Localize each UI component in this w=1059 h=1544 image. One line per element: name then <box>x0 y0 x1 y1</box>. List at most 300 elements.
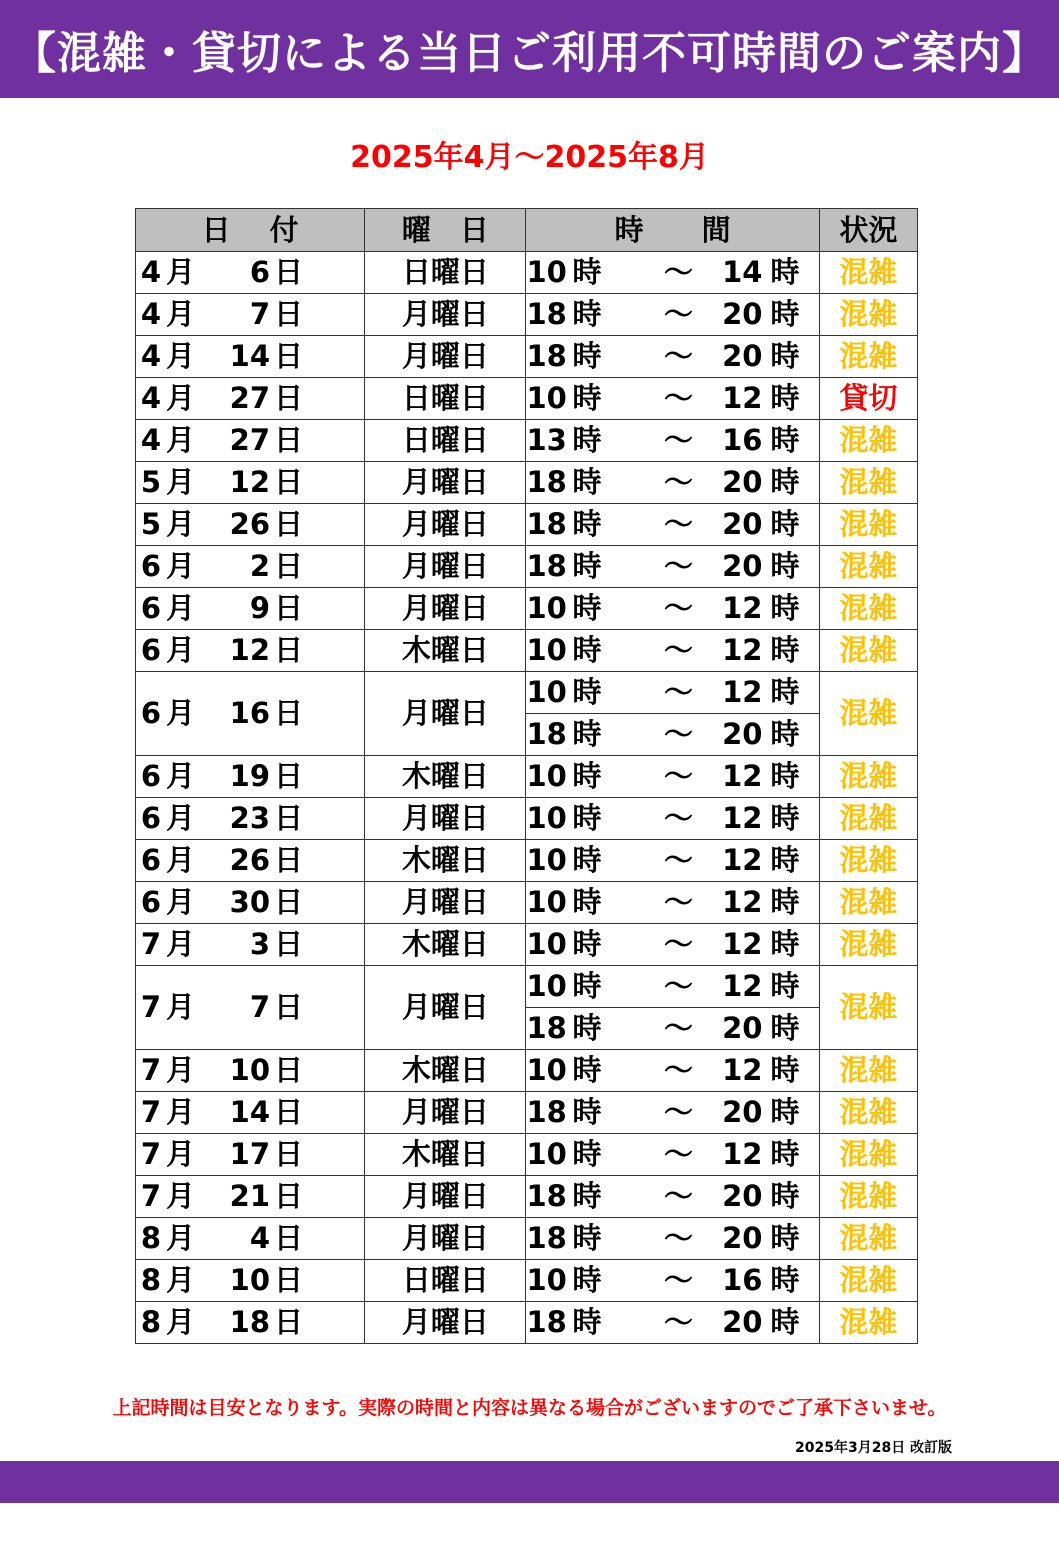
month: 4 <box>140 381 162 415</box>
status-cell: 混雑 <box>819 1092 917 1134</box>
status-cell: 混雑 <box>819 630 917 672</box>
month: 8 <box>140 1263 162 1297</box>
range-separator: ～ <box>663 717 693 751</box>
end-hour-unit: 時 <box>770 1095 800 1129</box>
day-unit: 日 <box>274 1263 304 1297</box>
time-cell <box>526 672 819 714</box>
end-hour: 20 <box>722 1221 763 1255</box>
end-hour: 20 <box>722 1095 763 1129</box>
date-cell <box>136 1218 365 1260</box>
status-cell: 混雑 <box>819 1218 917 1260</box>
end-hour-unit: 時 <box>770 507 800 541</box>
start-hour: 18 <box>526 339 567 373</box>
weekday-cell: 月曜日 <box>365 294 526 336</box>
start-hour: 10 <box>526 381 567 415</box>
weekday-cell: 日曜日 <box>365 378 526 420</box>
weekday-cell: 月曜日 <box>365 672 526 756</box>
table-row <box>136 1050 918 1092</box>
day-unit: 日 <box>274 465 304 499</box>
month-unit: 月 <box>166 843 196 877</box>
end-hour: 20 <box>722 465 763 499</box>
day-unit: 日 <box>274 1095 304 1129</box>
weekday-cell: 月曜日 <box>365 966 526 1050</box>
month-unit: 月 <box>166 885 196 919</box>
month: 6 <box>140 759 162 793</box>
status-cell: 混雑 <box>819 966 917 1050</box>
status-cell: 混雑 <box>819 546 917 588</box>
time-cell <box>526 462 819 504</box>
end-hour-unit: 時 <box>770 1053 800 1087</box>
weekday-cell: 木曜日 <box>365 1134 526 1176</box>
date-cell <box>136 756 365 798</box>
table-row <box>136 336 918 378</box>
start-hour-unit: 時 <box>572 297 602 331</box>
day: 4 <box>249 1221 270 1255</box>
table-row <box>136 504 918 546</box>
start-hour-unit: 時 <box>572 675 602 709</box>
end-hour-unit: 時 <box>770 675 800 709</box>
end-hour-unit: 時 <box>770 297 800 331</box>
date-cell <box>136 1134 365 1176</box>
month: 4 <box>140 423 162 457</box>
time-cell <box>526 546 819 588</box>
day: 12 <box>229 633 270 667</box>
day: 18 <box>229 1305 270 1339</box>
status-cell: 混雑 <box>819 420 917 462</box>
table-row <box>136 294 918 336</box>
status-cell: 混雑 <box>819 882 917 924</box>
weekday-cell: 月曜日 <box>365 798 526 840</box>
day: 23 <box>229 801 270 835</box>
month-unit: 月 <box>166 591 196 625</box>
day: 26 <box>229 507 270 541</box>
end-hour: 12 <box>722 675 763 709</box>
date-cell <box>136 378 365 420</box>
start-hour: 10 <box>526 1263 567 1297</box>
start-hour: 10 <box>526 885 567 919</box>
table-row <box>136 882 918 924</box>
weekday-cell: 月曜日 <box>365 1218 526 1260</box>
weekday-cell: 月曜日 <box>365 504 526 546</box>
day-unit: 日 <box>274 1053 304 1087</box>
table-row <box>136 924 918 966</box>
weekday-cell: 月曜日 <box>365 462 526 504</box>
start-hour-unit: 時 <box>572 1221 602 1255</box>
month-unit: 月 <box>166 759 196 793</box>
month: 4 <box>140 339 162 373</box>
month-unit: 月 <box>166 507 196 541</box>
weekday-cell: 木曜日 <box>365 840 526 882</box>
day-unit: 日 <box>274 1221 304 1255</box>
time-cell <box>526 294 819 336</box>
start-hour: 13 <box>526 423 567 457</box>
time-cell <box>526 378 819 420</box>
start-hour-unit: 時 <box>572 381 602 415</box>
day: 21 <box>229 1179 270 1213</box>
time-cell <box>526 630 819 672</box>
start-hour: 18 <box>526 507 567 541</box>
status-cell: 混雑 <box>819 1176 917 1218</box>
start-hour-unit: 時 <box>572 507 602 541</box>
table-row <box>136 378 918 420</box>
status-cell: 混雑 <box>819 1050 917 1092</box>
start-hour-unit: 時 <box>572 801 602 835</box>
end-hour-unit: 時 <box>770 339 800 373</box>
status-cell: 混雑 <box>819 840 917 882</box>
month: 7 <box>140 1179 162 1213</box>
header-time: 時 間 <box>526 209 819 252</box>
month: 6 <box>140 801 162 835</box>
revision-date: 2025年3月28日 改訂版 <box>795 1440 953 1456</box>
table-row <box>136 252 918 294</box>
month: 7 <box>140 990 162 1024</box>
month: 4 <box>140 297 162 331</box>
start-hour: 18 <box>526 1221 567 1255</box>
status-cell: 混雑 <box>819 1134 917 1176</box>
end-hour-unit: 時 <box>770 591 800 625</box>
month: 6 <box>140 885 162 919</box>
date-cell <box>136 1176 365 1218</box>
day-unit: 日 <box>274 801 304 835</box>
status-cell: 貸切 <box>819 378 917 420</box>
time-cell <box>526 504 819 546</box>
range-separator: ～ <box>663 675 693 709</box>
start-hour: 18 <box>526 465 567 499</box>
range-separator: ～ <box>663 297 693 331</box>
period-label: 2025年4月～2025年8月 <box>350 140 709 175</box>
start-hour-unit: 時 <box>572 1179 602 1213</box>
end-hour-unit: 時 <box>770 1179 800 1213</box>
start-hour: 10 <box>526 675 567 709</box>
end-hour: 16 <box>722 1263 763 1297</box>
month: 6 <box>140 549 162 583</box>
range-separator: ～ <box>663 1263 693 1297</box>
day: 12 <box>229 465 270 499</box>
range-separator: ～ <box>663 633 693 667</box>
start-hour-unit: 時 <box>572 423 602 457</box>
start-hour-unit: 時 <box>572 759 602 793</box>
range-separator: ～ <box>663 759 693 793</box>
month-unit: 月 <box>166 549 196 583</box>
start-hour-unit: 時 <box>572 927 602 961</box>
date-cell <box>136 504 365 546</box>
table-row <box>136 1092 918 1134</box>
notice-text: 上記時間は目安となります。実際の時間と内容は異なる場合がございますのでご了承下さいませ。 <box>112 1397 947 1419</box>
day: 30 <box>229 885 270 919</box>
time-cell <box>526 966 819 1008</box>
weekday-cell: 月曜日 <box>365 336 526 378</box>
month: 8 <box>140 1221 162 1255</box>
date-cell <box>136 840 365 882</box>
range-separator: ～ <box>663 1305 693 1339</box>
month: 6 <box>140 696 162 730</box>
range-separator: ～ <box>663 843 693 877</box>
day-unit: 日 <box>274 927 304 961</box>
table-row <box>136 966 918 1008</box>
end-hour-unit: 時 <box>770 1305 800 1339</box>
range-separator: ～ <box>663 591 693 625</box>
table-row <box>136 1260 918 1302</box>
time-cell <box>526 1176 819 1218</box>
day-unit: 日 <box>274 423 304 457</box>
time-cell <box>526 756 819 798</box>
time-cell <box>526 714 819 756</box>
end-hour: 12 <box>722 843 763 877</box>
range-separator: ～ <box>663 381 693 415</box>
end-hour: 12 <box>722 759 763 793</box>
end-hour-unit: 時 <box>770 969 800 1003</box>
weekday-cell: 月曜日 <box>365 546 526 588</box>
day: 2 <box>249 549 270 583</box>
range-separator: ～ <box>663 507 693 541</box>
date-cell <box>136 336 365 378</box>
range-separator: ～ <box>663 885 693 919</box>
day-unit: 日 <box>274 381 304 415</box>
date-cell <box>136 630 365 672</box>
date-cell <box>136 252 365 294</box>
start-hour: 18 <box>526 1179 567 1213</box>
status-cell: 混雑 <box>819 924 917 966</box>
start-hour-unit: 時 <box>572 843 602 877</box>
end-hour-unit: 時 <box>770 1263 800 1297</box>
end-hour: 12 <box>722 801 763 835</box>
day: 7 <box>249 297 270 331</box>
range-separator: ～ <box>663 423 693 457</box>
day: 27 <box>229 423 270 457</box>
day: 19 <box>229 759 270 793</box>
start-hour: 18 <box>526 297 567 331</box>
day-unit: 日 <box>274 843 304 877</box>
date-cell <box>136 1302 365 1344</box>
weekday-cell: 月曜日 <box>365 1176 526 1218</box>
start-hour: 18 <box>526 1095 567 1129</box>
start-hour: 18 <box>526 717 567 751</box>
month-unit: 月 <box>166 339 196 373</box>
status-cell: 混雑 <box>819 504 917 546</box>
end-hour: 20 <box>722 339 763 373</box>
status-cell: 混雑 <box>819 336 917 378</box>
table-row <box>136 672 918 714</box>
month: 5 <box>140 465 162 499</box>
month-unit: 月 <box>166 1137 196 1171</box>
table-row <box>136 630 918 672</box>
month-unit: 月 <box>166 255 196 289</box>
status-cell: 混雑 <box>819 672 917 756</box>
month-unit: 月 <box>166 1095 196 1129</box>
status-cell: 混雑 <box>819 462 917 504</box>
start-hour-unit: 時 <box>572 549 602 583</box>
end-hour-unit: 時 <box>770 633 800 667</box>
end-hour: 12 <box>722 927 763 961</box>
day-unit: 日 <box>274 1179 304 1213</box>
day-unit: 日 <box>274 759 304 793</box>
month: 7 <box>140 1095 162 1129</box>
time-cell <box>526 252 819 294</box>
table-row <box>136 546 918 588</box>
page-title: 【混雑・貸切による当日ご利用不可時間のご案内】 <box>12 28 1047 79</box>
end-hour-unit: 時 <box>770 549 800 583</box>
date-cell <box>136 294 365 336</box>
table-row <box>136 840 918 882</box>
range-separator: ～ <box>663 255 693 289</box>
start-hour-unit: 時 <box>572 1095 602 1129</box>
range-separator: ～ <box>663 1053 693 1087</box>
start-hour: 10 <box>526 843 567 877</box>
date-cell <box>136 462 365 504</box>
weekday-cell: 日曜日 <box>365 1260 526 1302</box>
status-cell: 混雑 <box>819 588 917 630</box>
day-unit: 日 <box>274 339 304 373</box>
time-cell <box>526 840 819 882</box>
table-row <box>136 1302 918 1344</box>
end-hour: 12 <box>722 885 763 919</box>
start-hour-unit: 時 <box>572 1053 602 1087</box>
range-separator: ～ <box>663 927 693 961</box>
range-separator: ～ <box>663 1179 693 1213</box>
end-hour: 20 <box>722 507 763 541</box>
end-hour-unit: 時 <box>770 801 800 835</box>
month-unit: 月 <box>166 465 196 499</box>
day: 17 <box>229 1137 270 1171</box>
range-separator: ～ <box>663 1137 693 1171</box>
time-cell <box>526 1092 819 1134</box>
range-separator: ～ <box>663 801 693 835</box>
month-unit: 月 <box>166 297 196 331</box>
table-row <box>136 420 918 462</box>
end-hour-unit: 時 <box>770 885 800 919</box>
end-hour: 12 <box>722 1137 763 1171</box>
month: 5 <box>140 507 162 541</box>
month-unit: 月 <box>166 381 196 415</box>
weekday-cell: 木曜日 <box>365 756 526 798</box>
month-unit: 月 <box>166 633 196 667</box>
end-hour: 12 <box>722 1053 763 1087</box>
start-hour: 18 <box>526 1305 567 1339</box>
day: 6 <box>249 255 270 289</box>
weekday-cell: 日曜日 <box>365 252 526 294</box>
header-date: 日 付 <box>136 209 365 252</box>
status-cell: 混雑 <box>819 756 917 798</box>
end-hour: 12 <box>722 591 763 625</box>
table-row <box>136 462 918 504</box>
status-cell: 混雑 <box>819 294 917 336</box>
day-unit: 日 <box>274 633 304 667</box>
day-unit: 日 <box>274 696 304 730</box>
end-hour-unit: 時 <box>770 1221 800 1255</box>
day: 10 <box>229 1263 270 1297</box>
weekday-cell: 日曜日 <box>365 420 526 462</box>
month: 6 <box>140 591 162 625</box>
range-separator: ～ <box>663 1221 693 1255</box>
day-unit: 日 <box>274 990 304 1024</box>
time-cell <box>526 924 819 966</box>
end-hour-unit: 時 <box>770 843 800 877</box>
weekday-cell: 木曜日 <box>365 630 526 672</box>
start-hour-unit: 時 <box>572 339 602 373</box>
date-cell <box>136 420 365 462</box>
status-cell: 混雑 <box>819 252 917 294</box>
start-hour-unit: 時 <box>572 1011 602 1045</box>
start-hour-unit: 時 <box>572 465 602 499</box>
month-unit: 月 <box>166 1053 196 1087</box>
range-separator: ～ <box>663 339 693 373</box>
end-hour: 14 <box>722 255 763 289</box>
header-dow: 曜 日 <box>365 209 526 252</box>
time-cell <box>526 1134 819 1176</box>
end-hour-unit: 時 <box>770 381 800 415</box>
day-unit: 日 <box>274 255 304 289</box>
end-hour: 20 <box>722 549 763 583</box>
start-hour-unit: 時 <box>572 1305 602 1339</box>
day-unit: 日 <box>274 507 304 541</box>
day-unit: 日 <box>274 885 304 919</box>
time-cell <box>526 1302 819 1344</box>
day-unit: 日 <box>274 297 304 331</box>
end-hour-unit: 時 <box>770 759 800 793</box>
end-hour-unit: 時 <box>770 1137 800 1171</box>
month: 7 <box>140 1053 162 1087</box>
start-hour-unit: 時 <box>572 1137 602 1171</box>
end-hour: 16 <box>722 423 763 457</box>
end-hour-unit: 時 <box>770 423 800 457</box>
start-hour: 18 <box>526 549 567 583</box>
time-cell <box>526 1260 819 1302</box>
time-cell <box>526 798 819 840</box>
date-cell <box>136 1260 365 1302</box>
month: 6 <box>140 843 162 877</box>
day: 27 <box>229 381 270 415</box>
start-hour: 10 <box>526 633 567 667</box>
table-row <box>136 588 918 630</box>
start-hour-unit: 時 <box>572 885 602 919</box>
month-unit: 月 <box>166 927 196 961</box>
end-hour-unit: 時 <box>770 465 800 499</box>
date-cell <box>136 924 365 966</box>
month: 7 <box>140 1137 162 1171</box>
month-unit: 月 <box>166 1305 196 1339</box>
day: 14 <box>229 1095 270 1129</box>
footer-banner <box>0 1461 1059 1503</box>
table-header-row <box>136 209 918 252</box>
end-hour: 20 <box>722 297 763 331</box>
schedule-body <box>136 252 918 1344</box>
start-hour: 10 <box>526 1053 567 1087</box>
start-hour: 10 <box>526 927 567 961</box>
date-cell <box>136 588 365 630</box>
day: 14 <box>229 339 270 373</box>
day-unit: 日 <box>274 591 304 625</box>
date-cell <box>136 1092 365 1134</box>
table-row <box>136 1134 918 1176</box>
end-hour: 20 <box>722 1011 763 1045</box>
weekday-cell: 月曜日 <box>365 882 526 924</box>
day: 10 <box>229 1053 270 1087</box>
date-cell <box>136 546 365 588</box>
day: 26 <box>229 843 270 877</box>
day-unit: 日 <box>274 1137 304 1171</box>
weekday-cell: 月曜日 <box>365 1302 526 1344</box>
start-hour-unit: 時 <box>572 969 602 1003</box>
range-separator: ～ <box>663 1095 693 1129</box>
month-unit: 月 <box>166 1263 196 1297</box>
range-separator: ～ <box>663 465 693 499</box>
month: 6 <box>140 633 162 667</box>
weekday-cell: 月曜日 <box>365 588 526 630</box>
date-cell <box>136 882 365 924</box>
end-hour-unit: 時 <box>770 927 800 961</box>
date-cell <box>136 966 365 1050</box>
start-hour: 10 <box>526 591 567 625</box>
